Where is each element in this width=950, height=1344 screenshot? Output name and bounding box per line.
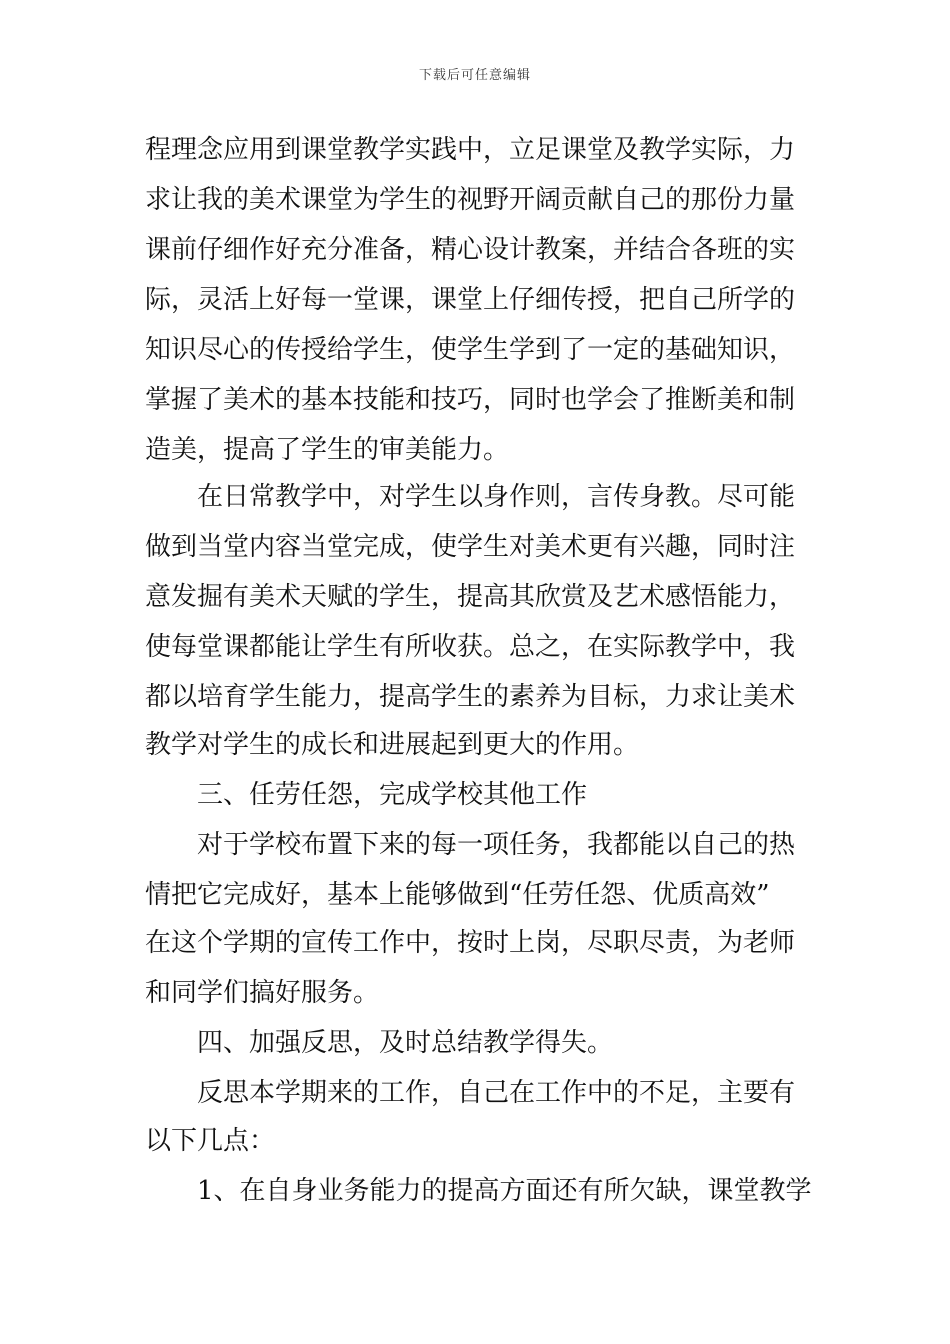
body-line-17: 在这个学期的宣传工作中，按时上岗，尽职尽责，为老师	[145, 928, 796, 958]
body-line-7: 造美，提高了学生的审美能力。	[145, 435, 510, 465]
body-line-16: 情把它完成好，基本上能够做到“任劳任怨、优质高效”	[145, 880, 770, 910]
body-line-9: 做到当堂内容当堂完成，使学生对美术更有兴趣，同时注	[145, 532, 796, 562]
page-header: 下载后可任意编辑	[418, 68, 531, 83]
body-line-1: 程理念应用到课堂教学实践中，立足课堂及教学实际，力	[145, 135, 796, 165]
body-line-3: 课前仔细作好充分准备，精心设计教案，并结合各班的实	[145, 235, 796, 265]
body-line-10: 意发掘有美术天赋的学生，提高其欣赏及艺术感悟能力，	[145, 582, 796, 612]
paragraph-daily-teaching: 在日常教学中，对学生以身作则，言传身教。尽可能	[197, 482, 796, 512]
body-line-21: 以下几点：	[145, 1126, 276, 1156]
body-line-4: 际，灵活上好每一堂课，课堂上仔细传授，把自己所学的	[145, 285, 796, 315]
paragraph-reflection: 反思本学期来的工作，自己在工作中的不足，主要有	[197, 1078, 796, 1108]
body-line-5: 知识尽心的传授给学生，使学生学到了一定的基础知识，	[145, 335, 796, 365]
list-item-1: 1、在自身业务能力的提高方面还有所欠缺，课堂教学	[197, 1176, 812, 1206]
section-heading-4: 四、加强反思，及时总结教学得失。	[197, 1028, 614, 1058]
body-line-13: 教学对学生的成长和进展起到更大的作用。	[145, 730, 640, 760]
body-line-12: 都以培育学生能力，提高学生的素养为目标，力求让美术	[145, 682, 796, 712]
body-line-18: 和同学们搞好服务。	[145, 978, 380, 1008]
section-heading-3: 三、任劳任怨，完成学校其他工作	[197, 780, 588, 810]
body-line-2: 求让我的美术课堂为学生的视野开阔贡献自己的那份力量	[145, 185, 796, 215]
paragraph-school-tasks: 对于学校布置下来的每一项任务，我都能以自己的热	[197, 830, 796, 860]
body-line-11: 使每堂课都能让学生有所收获。总之，在实际教学中，我	[145, 632, 796, 662]
body-line-6: 掌握了美术的基本技能和技巧，同时也学会了推断美和制	[145, 385, 796, 415]
